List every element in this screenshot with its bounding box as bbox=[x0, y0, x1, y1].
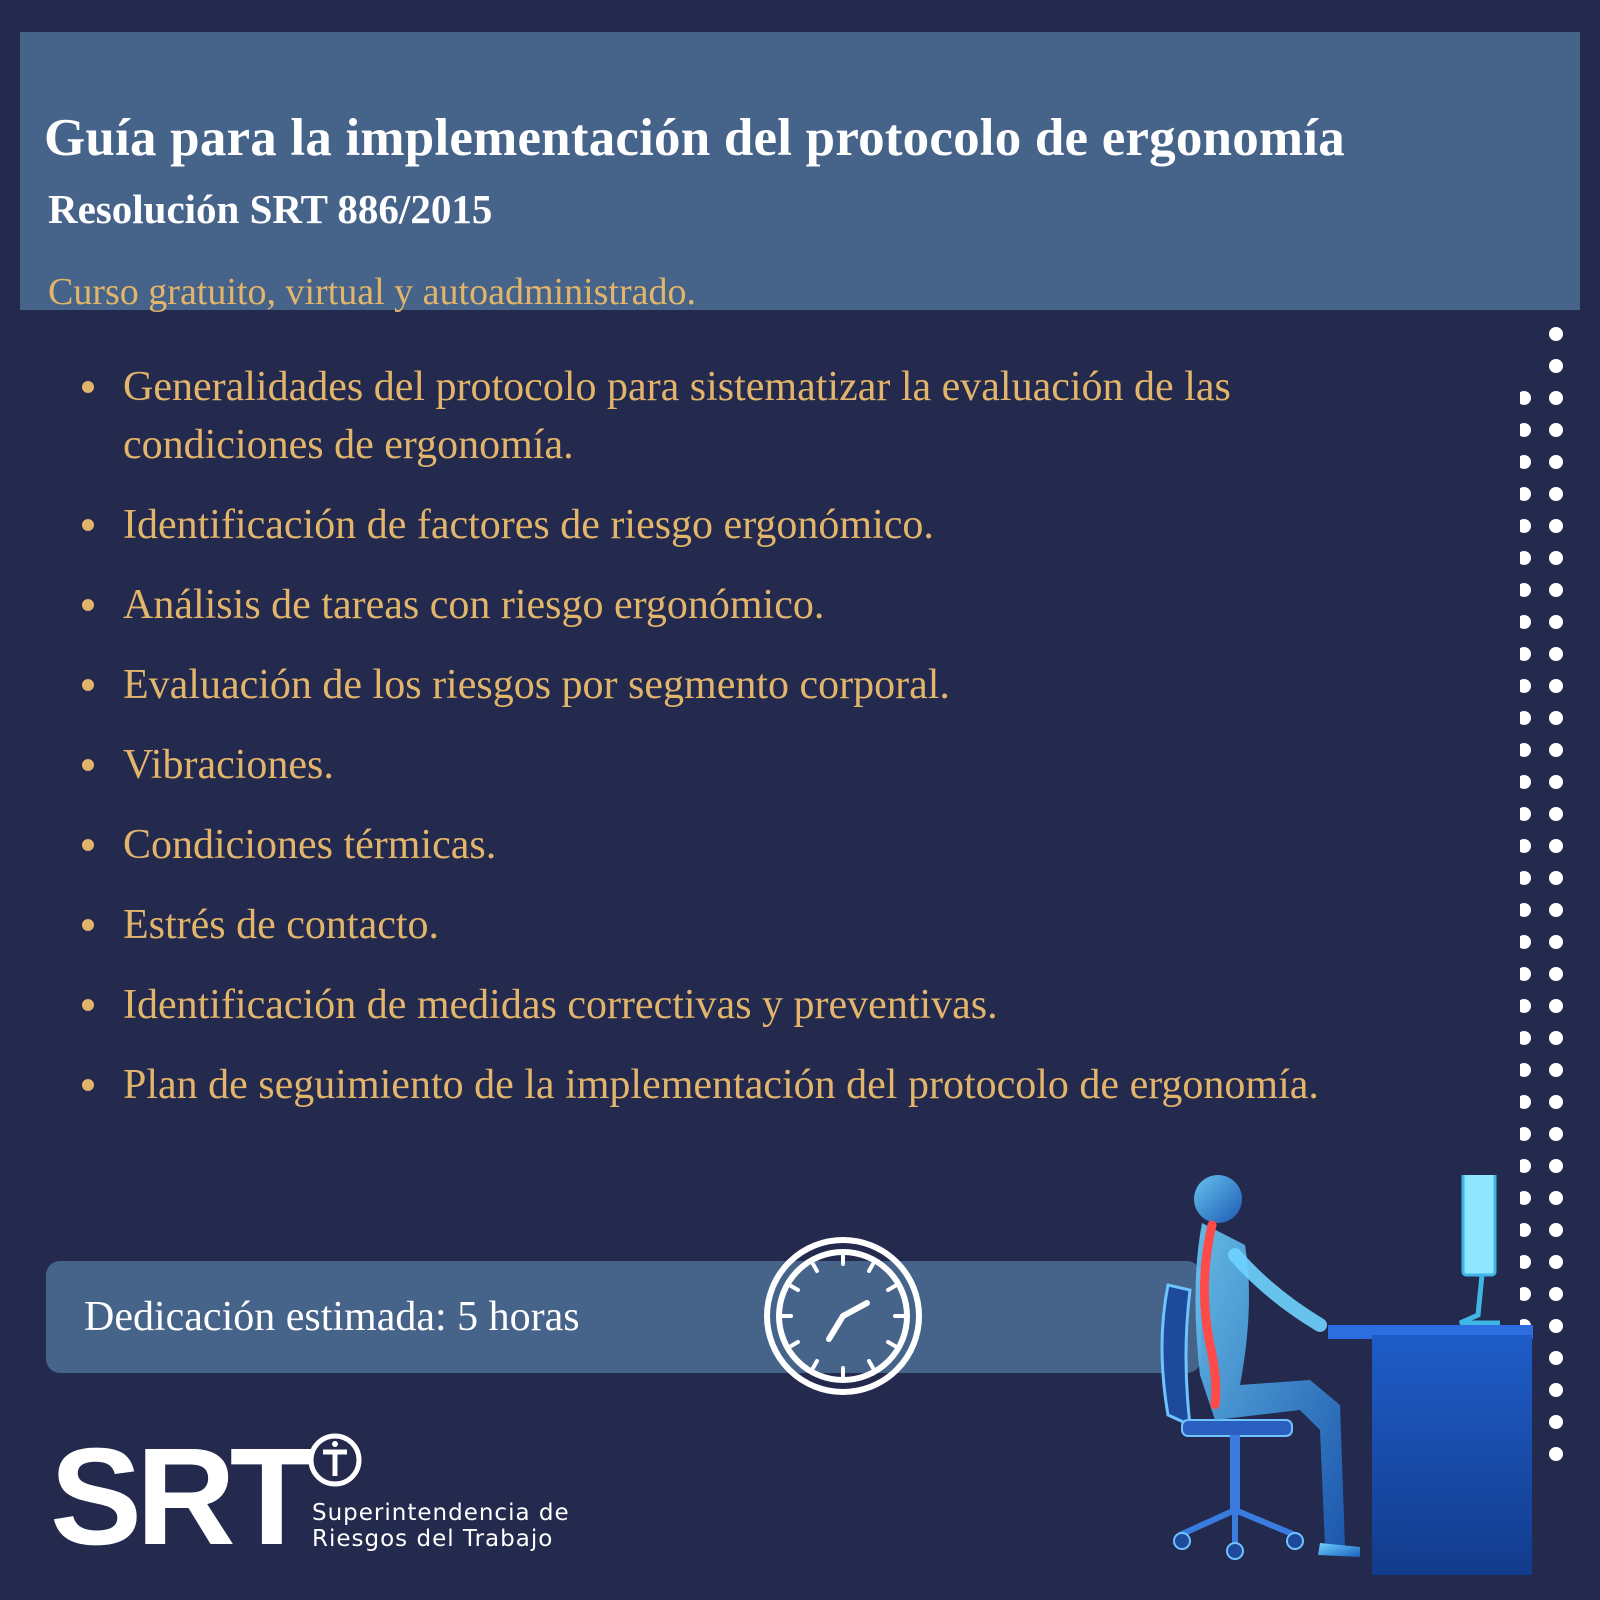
clock-tick bbox=[791, 1286, 798, 1290]
decorative-dot bbox=[1520, 519, 1531, 533]
decorative-dot bbox=[1549, 487, 1563, 501]
clock-tick bbox=[888, 1286, 895, 1290]
decorative-dot bbox=[1549, 1031, 1563, 1045]
clock-tick bbox=[869, 1264, 873, 1271]
logo-acronym: SRT bbox=[50, 1432, 308, 1562]
decorative-dot bbox=[1549, 391, 1563, 405]
decorative-dot bbox=[1549, 1159, 1563, 1173]
decorative-dot bbox=[1520, 711, 1531, 725]
page-subtitle: Resolución SRT 886/2015 bbox=[48, 186, 493, 232]
decorative-dot bbox=[1549, 615, 1563, 629]
header-banner bbox=[20, 32, 1580, 313]
decorative-dot bbox=[1549, 583, 1563, 597]
topic-item: Evaluación de los riesgos por segmento corporal. bbox=[78, 656, 1438, 714]
logo-line-2: Riesgos del Trabajo bbox=[312, 1526, 554, 1552]
decorative-dot bbox=[1549, 935, 1563, 949]
seated-worker-xray-icon bbox=[1160, 1175, 1560, 1585]
decorative-dot bbox=[1549, 711, 1563, 725]
decorative-dot bbox=[1549, 327, 1563, 341]
decorative-dot bbox=[1520, 583, 1531, 597]
decorative-dot bbox=[1520, 679, 1531, 693]
srt-logo bbox=[50, 1432, 570, 1567]
decorative-dot bbox=[1549, 647, 1563, 661]
clock-tick bbox=[888, 1342, 895, 1346]
decorative-dot bbox=[1549, 1095, 1563, 1109]
decorative-dot bbox=[1549, 871, 1563, 885]
decorative-dot bbox=[1520, 487, 1531, 501]
decorative-dot bbox=[1549, 519, 1563, 533]
decorative-dot bbox=[1520, 871, 1531, 885]
decorative-dot bbox=[1549, 423, 1563, 437]
dedication-text: Dedicación estimada: 5 horas bbox=[84, 1294, 580, 1340]
decorative-dot bbox=[1520, 1127, 1531, 1141]
page-title: Guía para la implementación del protocolo de ergonomía bbox=[44, 109, 1345, 167]
decorative-dot bbox=[1549, 967, 1563, 981]
decorative-dot bbox=[1520, 935, 1531, 949]
decorative-dot bbox=[1520, 455, 1531, 469]
topic-item: Generalidades del protocolo para sistematizar la evaluación de las condiciones de ergonomía. bbox=[78, 358, 1438, 474]
decorative-dot bbox=[1520, 615, 1531, 629]
decorative-dot bbox=[1520, 839, 1531, 853]
clock-tick bbox=[813, 1264, 817, 1271]
decorative-dot bbox=[1520, 423, 1531, 437]
decorative-dot bbox=[1549, 1063, 1563, 1077]
decorative-dot bbox=[1549, 839, 1563, 853]
topic-item: Plan de seguimiento de la implementación del protocolo de ergonomía. bbox=[78, 1056, 1438, 1114]
decorative-dot bbox=[1549, 1127, 1563, 1141]
decorative-dot bbox=[1520, 391, 1531, 405]
decorative-dot bbox=[1549, 999, 1563, 1013]
decorative-dot bbox=[1520, 1095, 1531, 1109]
decorative-dot bbox=[1520, 1031, 1531, 1045]
logo-line-1: Superintendencia de bbox=[312, 1500, 570, 1526]
topic-item: Estrés de contacto. bbox=[78, 896, 1438, 954]
decorative-dot bbox=[1549, 807, 1563, 821]
decorative-dot bbox=[1520, 903, 1531, 917]
topic-list bbox=[78, 358, 1438, 1136]
decorative-dot bbox=[1520, 999, 1531, 1013]
decorative-dot bbox=[1520, 551, 1531, 565]
topic-item: Condiciones térmicas. bbox=[78, 816, 1438, 874]
topic-item: Identificación de medidas correctivas y preventivas. bbox=[78, 976, 1438, 1034]
dedication-banner bbox=[46, 1261, 1201, 1373]
decorative-dot bbox=[1520, 967, 1531, 981]
topic-item: Análisis de tareas con riesgo ergonómico. bbox=[78, 576, 1438, 634]
decorative-dot bbox=[1549, 743, 1563, 757]
decorative-dot bbox=[1520, 647, 1531, 661]
topic-item: Identificación de factores de riesgo ergonómico. bbox=[78, 496, 1438, 554]
decorative-dot bbox=[1549, 903, 1563, 917]
decorative-dot bbox=[1549, 551, 1563, 565]
clock-tick bbox=[869, 1361, 873, 1368]
clock-icon bbox=[762, 1235, 924, 1397]
clock-tick bbox=[813, 1361, 817, 1368]
decorative-dot bbox=[1549, 455, 1563, 469]
decorative-dot bbox=[1520, 1159, 1531, 1173]
decorative-dot bbox=[1520, 743, 1531, 757]
decorative-dot bbox=[1520, 807, 1531, 821]
decorative-dot bbox=[1549, 679, 1563, 693]
course-tagline: Curso gratuito, virtual y autoadministrado. bbox=[48, 271, 697, 313]
topic-item: Vibraciones. bbox=[78, 736, 1438, 794]
decorative-dot bbox=[1549, 359, 1563, 373]
decorative-dot bbox=[1520, 1063, 1531, 1077]
decorative-dot bbox=[1520, 775, 1531, 789]
clock-tick bbox=[791, 1342, 798, 1346]
decorative-dot bbox=[1549, 775, 1563, 789]
